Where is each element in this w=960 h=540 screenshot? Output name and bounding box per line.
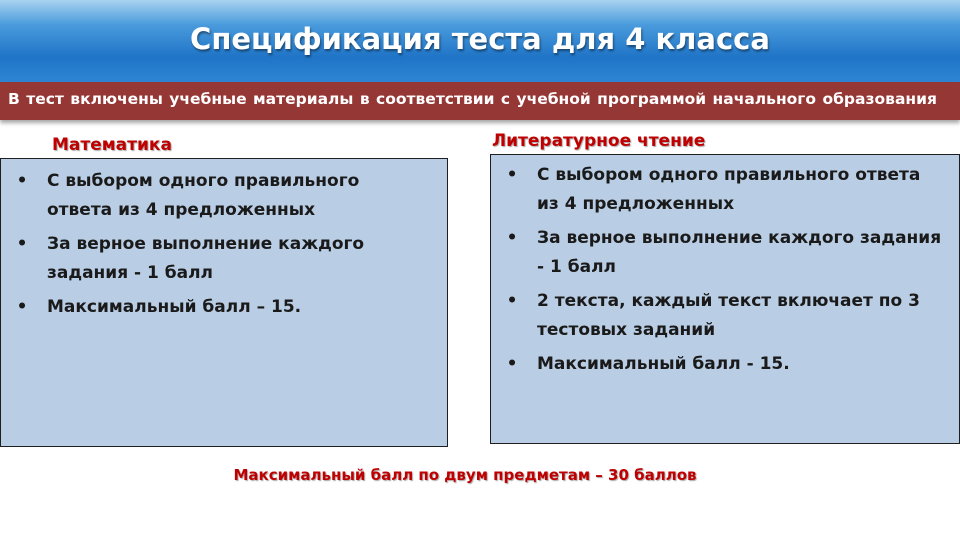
list-item bbox=[493, 224, 943, 282]
list-item bbox=[3, 293, 423, 322]
bullet-icon: • bbox=[506, 354, 518, 374]
list-item-text: 2 текста, каждый текст включает по 3 тестовых заданий bbox=[537, 291, 920, 340]
list-item-text: Максимальный балл - 15. bbox=[537, 354, 790, 374]
bullet-icon: • bbox=[506, 228, 518, 248]
math-spec-box bbox=[0, 158, 448, 447]
list-item bbox=[3, 230, 423, 288]
bullet-icon: • bbox=[506, 165, 518, 185]
bullet-icon: • bbox=[506, 291, 518, 311]
list-item bbox=[493, 161, 943, 219]
bullet-icon: • bbox=[16, 171, 28, 191]
list-item bbox=[3, 167, 423, 225]
list-item-text: Максимальный балл – 15. bbox=[47, 297, 302, 317]
subject-title-literature: Литературное чтение bbox=[492, 131, 706, 151]
math-spec-list bbox=[3, 167, 423, 327]
total-score-footer: Максимальный балл по двум предметам – 30 баллов bbox=[233, 466, 697, 484]
list-item-text: За верное выполнение каждого задания - 1 балл bbox=[47, 234, 365, 283]
list-item-text: С выбором одного правильного ответа из 4 предложенных bbox=[47, 171, 360, 220]
info-banner bbox=[0, 82, 960, 120]
slide-title: Спецификация теста для 4 класса bbox=[190, 22, 770, 56]
slide-header bbox=[0, 0, 960, 82]
bullet-icon: • bbox=[16, 297, 28, 317]
literature-spec-box bbox=[490, 154, 960, 444]
list-item bbox=[493, 287, 943, 345]
list-item-text: С выбором одного правильного ответа из 4 предложенных bbox=[537, 165, 921, 214]
bullet-icon: • bbox=[16, 234, 28, 254]
subject-title-math: Математика bbox=[52, 135, 172, 155]
list-item bbox=[493, 350, 943, 379]
banner-text: В тест включены учебные материалы в соответствии с учебной программой начального образования bbox=[8, 90, 937, 108]
list-item-text: За верное выполнение каждого задания - 1 балл bbox=[537, 228, 942, 277]
literature-spec-list bbox=[493, 161, 943, 384]
